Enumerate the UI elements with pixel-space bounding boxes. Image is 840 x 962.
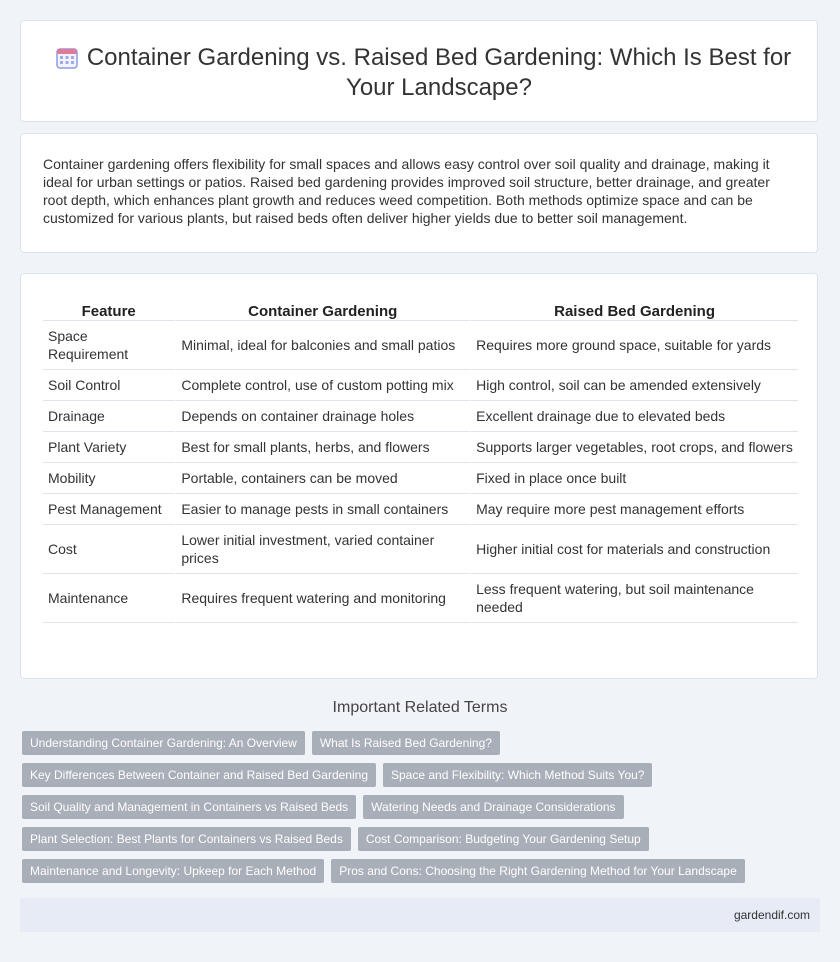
table-cell: Mobility bbox=[43, 463, 174, 494]
table-cell: May require more pest management efforts bbox=[469, 494, 798, 525]
footer bbox=[20, 898, 820, 932]
table-row bbox=[43, 494, 798, 525]
related-terms-list bbox=[22, 731, 822, 891]
table-cell: Soil Control bbox=[43, 370, 174, 401]
intro-card bbox=[20, 133, 818, 253]
related-terms-heading: Important Related Terms bbox=[332, 699, 508, 716]
related-term-tag[interactable]: Pros and Cons: Choosing the Right Gardening Method for Your Landscape bbox=[331, 859, 745, 883]
table-cell: Pest Management bbox=[43, 494, 174, 525]
table-cell: Portable, containers can be moved bbox=[174, 463, 469, 494]
table-row bbox=[43, 321, 798, 370]
tag-row bbox=[22, 795, 822, 819]
intro-paragraph: Container gardening offers flexibility for small spaces and allows easy control over soil quality and drainage, making it ideal for urban settings or patios. Raised bed gardening provides improved soil structure, better drainage, and greater root depth, which enhances plant growth and reduces weed competition. Both methods optimize space and can be customized for various plants, but raised beds often deliver higher yields due to better soil management. bbox=[43, 156, 770, 226]
related-term-tag[interactable]: Watering Needs and Drainage Considerations bbox=[363, 795, 623, 819]
table-cell: Depends on container drainage holes bbox=[174, 401, 469, 432]
tag-row bbox=[22, 731, 822, 755]
related-term-tag[interactable]: Understanding Container Gardening: An Overview bbox=[22, 731, 305, 755]
table-row bbox=[43, 432, 798, 463]
table-cell: Excellent drainage due to elevated beds bbox=[469, 401, 798, 432]
table-cell: Easier to manage pests in small containers bbox=[174, 494, 469, 525]
header-container: Container Gardening bbox=[174, 294, 469, 321]
table-cell: Drainage bbox=[43, 401, 174, 432]
related-term-tag[interactable]: Key Differences Between Container and Raised Bed Gardening bbox=[22, 763, 376, 787]
page-title: Container Gardening vs. Raised Bed Gardening: Which Is Best for Your Landscape? bbox=[86, 44, 792, 101]
table-cell: Less frequent watering, but soil maintenance needed bbox=[469, 574, 798, 623]
table-cell: Fixed in place once built bbox=[469, 463, 798, 494]
table-cell: Higher initial cost for materials and construction bbox=[469, 525, 798, 574]
tag-row bbox=[22, 827, 822, 851]
table-cell: Supports larger vegetables, root crops, and flowers bbox=[469, 432, 798, 463]
table-row bbox=[43, 401, 798, 432]
table-row bbox=[43, 370, 798, 401]
related-term-tag[interactable]: Space and Flexibility: Which Method Suits You? bbox=[383, 763, 652, 787]
header-raised-bed: Raised Bed Gardening bbox=[469, 294, 798, 321]
table-row bbox=[43, 463, 798, 494]
related-term-tag[interactable]: What Is Raised Bed Gardening? bbox=[312, 731, 500, 755]
table-cell: Space Requirement bbox=[43, 321, 174, 370]
table-cell: Best for small plants, herbs, and flowers bbox=[174, 432, 469, 463]
table-row bbox=[43, 574, 798, 623]
footer-site-link[interactable]: gardendif.com bbox=[733, 908, 810, 922]
table-cell: Minimal, ideal for balconies and small patios bbox=[174, 321, 469, 370]
table-cell: Plant Variety bbox=[43, 432, 174, 463]
table-cell: Maintenance bbox=[43, 574, 174, 623]
calendar-icon bbox=[55, 46, 79, 70]
table-cell: Complete control, use of custom potting mix bbox=[174, 370, 469, 401]
table-cell: Cost bbox=[43, 525, 174, 574]
title-card bbox=[20, 20, 818, 122]
table-row bbox=[43, 525, 798, 574]
table-cell: Requires more ground space, suitable for yards bbox=[469, 321, 798, 370]
header-feature: Feature bbox=[43, 294, 174, 321]
table-header-row bbox=[43, 294, 798, 321]
tag-row bbox=[22, 763, 822, 787]
related-term-tag[interactable]: Maintenance and Longevity: Upkeep for Each Method bbox=[22, 859, 324, 883]
related-term-tag[interactable]: Cost Comparison: Budgeting Your Gardening Setup bbox=[358, 827, 649, 851]
table-cell: Requires frequent watering and monitoring bbox=[174, 574, 469, 623]
comparison-card bbox=[20, 273, 818, 679]
table-cell: Lower initial investment, varied container prices bbox=[174, 525, 469, 574]
tag-row bbox=[22, 859, 822, 883]
related-term-tag[interactable]: Soil Quality and Management in Containers vs Raised Beds bbox=[22, 795, 356, 819]
comparison-table bbox=[43, 294, 798, 623]
related-term-tag[interactable]: Plant Selection: Best Plants for Containers vs Raised Beds bbox=[22, 827, 351, 851]
table-cell: High control, soil can be amended extensively bbox=[469, 370, 798, 401]
